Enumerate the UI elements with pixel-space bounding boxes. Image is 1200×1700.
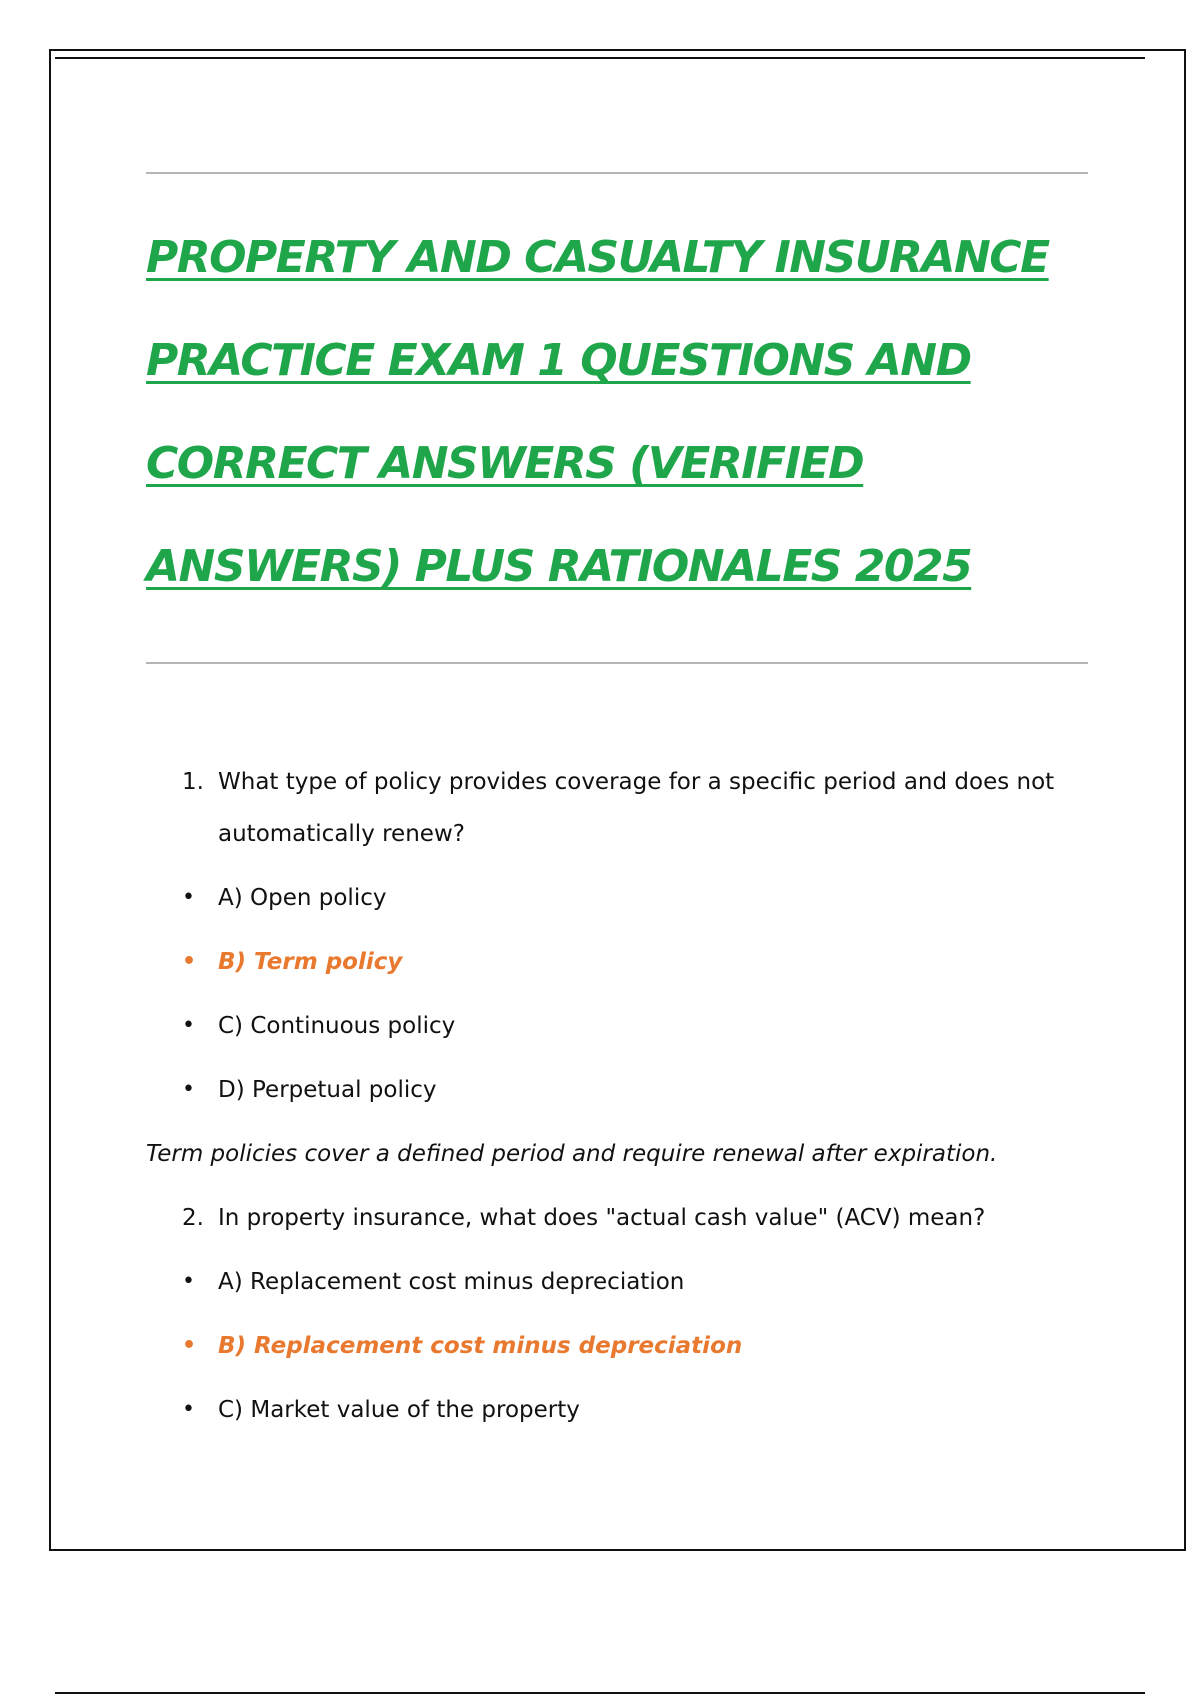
question-text: In property insurance, what does "actual cash value" (ACV) mean? [218,1205,986,1231]
correct-answer-option [146,930,1106,994]
title-line: CORRECT ANSWERS (VERIFIED [146,438,864,489]
option-label: B) Term policy [218,949,403,975]
page-bottom-line [55,1692,1145,1694]
title-line: PRACTICE EXAM 1 QUESTIONS AND [146,335,971,386]
bullet-icon: • [182,1269,195,1294]
title-line: PROPERTY AND CASUALTY INSURANCE [146,232,1049,283]
question-2 [146,1186,1106,1250]
bullet-icon: • [182,885,195,910]
title-bottom-rule [146,662,1088,664]
option-label: C) Market value of the property [218,1397,580,1423]
answer-option [146,1378,1106,1442]
question-1-options [146,866,1106,1122]
document-title [146,206,1106,618]
answer-option [146,1250,1106,1314]
title-top-rule [146,172,1088,174]
question-text: What type of policy provides coverage for a specific period and does not automatically renew? [218,769,1055,847]
question-2-options [146,1250,1106,1442]
option-label: B) Replacement cost minus depreciation [218,1333,743,1359]
rationale-text: Term policies cover a defined period and require renewal after expiration. [146,1141,998,1167]
option-label: C) Continuous policy [218,1013,456,1039]
exam-content [146,756,1106,1442]
question-number: 2. [182,1205,204,1231]
answer-option [146,1058,1106,1122]
bullet-icon: • [182,1013,195,1038]
bullet-icon: • [182,949,197,974]
option-label: A) Replacement cost minus depreciation [218,1269,685,1295]
answer-option [146,866,1106,930]
question-number: 1. [182,769,204,795]
option-label: D) Perpetual policy [218,1077,437,1103]
bullet-icon: • [182,1077,195,1102]
frame-top-line [55,57,1145,59]
correct-answer-option [146,1314,1106,1378]
question-1 [146,756,1106,860]
title-line: ANSWERS) PLUS RATIONALES 2025 [146,541,972,592]
option-label: A) Open policy [218,885,387,911]
bullet-icon: • [182,1333,197,1358]
bullet-icon: • [182,1397,195,1422]
answer-option [146,994,1106,1058]
